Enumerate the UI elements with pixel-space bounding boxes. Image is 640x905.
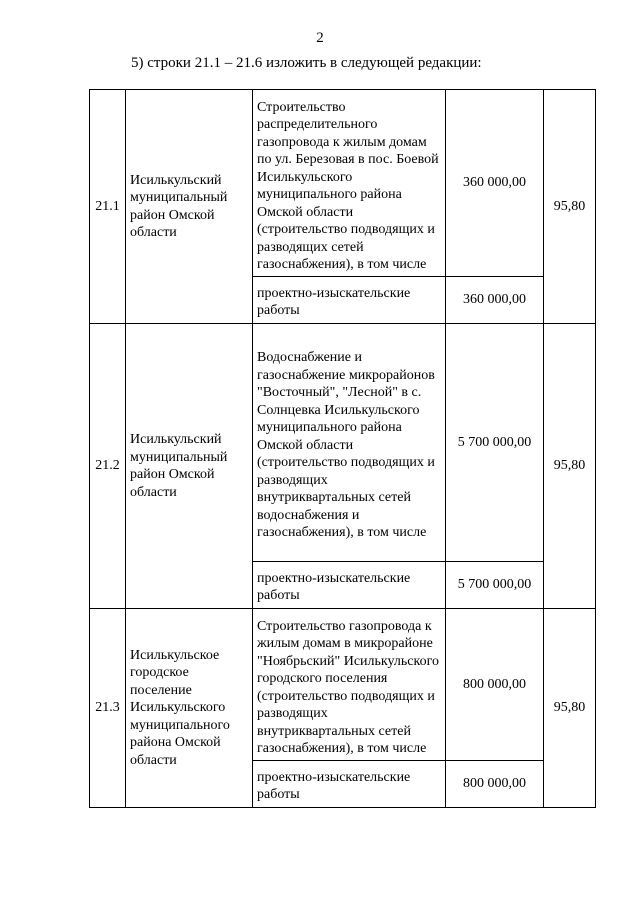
subitem-description: проектно-изыскательские работы [253,562,446,609]
subitem-description: проектно-изыскательские работы [253,277,446,324]
row-number: 21.3 [90,609,126,808]
table-row [90,90,596,277]
project-amount: 360 000,00 [446,90,544,277]
table-row [90,609,596,761]
project-amount: 5 700 000,00 [446,324,544,562]
recipient-name: Исилькульский муниципальный район Омской области [126,90,253,324]
percent-value: 95,80 [544,609,596,808]
percent-value: 95,80 [544,90,596,324]
project-description: Водоснабжение и газоснабжение микрорайонов "Восточный", "Лесной" в с. Солнцевка Исилькульского муниципального района Омской области (строительство подводящих и разводящих внутриквартальных сетей водоснабжения и газоснабжения), в том числе [253,324,446,562]
row-number: 21.2 [90,324,126,609]
project-description: Строительство газопровода к жилым домам в микрорайоне "Ноябрьский" Исилькульского городского поселения (строительство подводящих и разводящих внутриквартальных сетей газоснабжения), в том числе [253,609,446,761]
subitem-amount: 5 700 000,00 [446,562,544,609]
project-amount: 800 000,00 [446,609,544,761]
subitem-description: проектно-изыскательские работы [253,761,446,808]
recipient-name: Исилькульское городское поселение Исилькульского муниципального района Омской области [126,609,253,808]
row-number: 21.1 [90,90,126,324]
table-row [90,324,596,562]
project-description: Строительство распределительного газопровода к жилым домам по ул. Березовая в пос. Боевой Исилькульского муниципального района Омской области (строительство подводящих и разводящих сетей газоснабжения), в том числе [253,90,446,277]
allocation-table [89,89,596,808]
intro-text: 5) строки 21.1 – 21.6 изложить в следующей редакции: [131,55,482,71]
subitem-amount: 360 000,00 [446,277,544,324]
percent-value: 95,80 [544,324,596,609]
page-number: 2 [316,30,324,46]
recipient-name: Исилькульский муниципальный район Омской области [126,324,253,609]
subitem-amount: 800 000,00 [446,761,544,808]
